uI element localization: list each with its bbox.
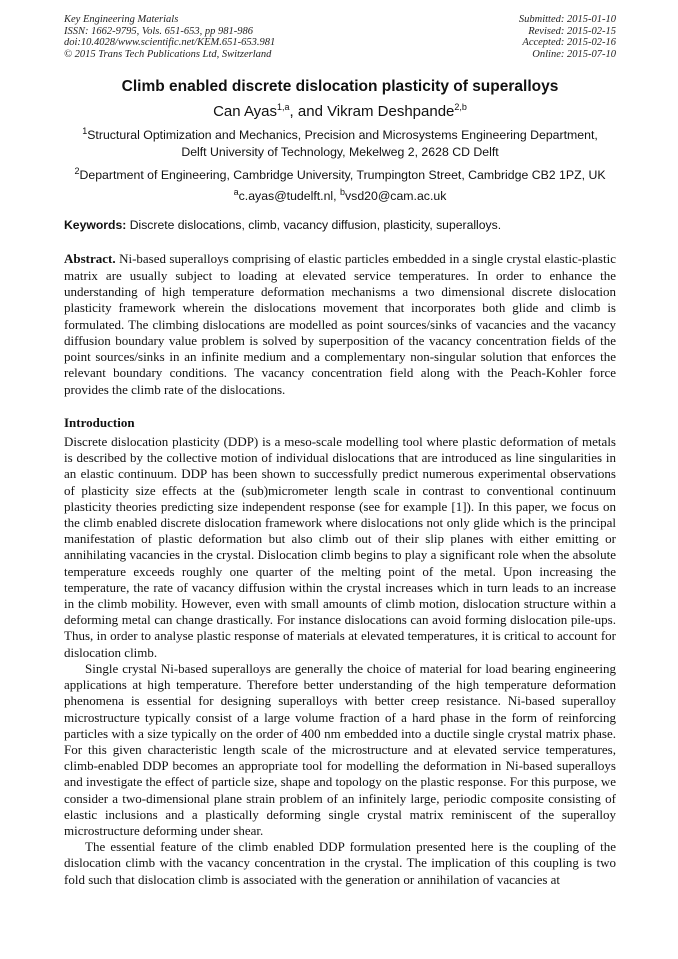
journal-masthead — [64, 14, 616, 60]
abstract-text: Ni-based superalloys comprising of elastic particles embedded in a single crystal elastic-plastic matrix are usually subject to loading at elevated service temperatures. In order to enhance the understanding of high temperature deformation mechanisms a two dimensional discrete dislocation plasticity framework wherein the dislocations movement that incorporates both glide and climb is formulated. The climbing dislocations are modelled as point sources/sinks of vacancies and the vacancy diffusion boundary value problem is solved by superposition of the vacancy concentration fields of the point sources/sinks in an infinite medium and a complementary non-singular solution that enforces the relevant boundary conditions. The vacancy concentration field along with the Peach-Kohler force provides the climb rate of the dislocations. — [64, 251, 616, 397]
affiliation-2 — [64, 167, 616, 184]
affiliation-text: Delft University of Technology, Mekelweg 2, 2628 CD Delft — [181, 145, 499, 160]
paragraph: Single crystal Ni-based superalloys are generally the choice of material for load bearing engineering applications at high temperature. Therefore better understanding of the high temperature deformation phenomena is essential for designing superalloys with better creep resistance. Ni-based superalloy microstructure typically consist of a large volume fraction of a hard phase in the form of reinforcing particles with a size typically on the order of 400 nm embedded into a ductile single crystal matrix phase. For this given characteristic length scale of the microstructure and at elevated service temperatures, climb-enabled DDP becomes an appropriate tool for modelling the deformation in Ni-based superalloys and investigate the effect of particle size, shape and topology on the plastic response. For this purpose, we consider a two-dimensional plane strain problem of an infinitely large, periodic composite consisting of elastic inclusions and a plastically deforming single crystal matrix reminiscent of the superalloy microstructure deforming under shear. — [64, 660, 616, 838]
journal-issn: ISSN: 1662-9795, Vols. 651-653, pp 981-986 — [64, 25, 253, 37]
date-accepted: Accepted: 2015-02-16 — [522, 37, 616, 49]
author-list — [64, 103, 616, 121]
journal-info — [64, 14, 275, 60]
keywords-label: Keywords: — [64, 218, 127, 233]
journal-doi[interactable]: doi:10.4028/www.scientific.net/KEM.651-653.981 — [64, 37, 276, 49]
date-revised: Revised: 2015-02-15 — [528, 25, 616, 37]
abstract-label: Abstract. — [64, 251, 116, 267]
introduction-body — [64, 434, 616, 888]
paragraph: Discrete dislocation plasticity (DDP) is a meso-scale modelling tool where plastic deformation of metals is described by the collective motion of individual dislocations that are introduced as line singularities in an elastic continuum. DDP has been shown to successfully predict numerous experimental observations of plasticity size effects at the (sub)micrometer length scale in contrast to conventional continuum plasticity theories predicting size independent response (see for example [1]). In this paper, we focus on the climb enabled discrete dislocation framework where dislocations not only glide which is the principal manifestation of plastic deformation but also climb out of their slip planes with either emitting or annihilating vacancies in the crystal. Dislocation climb begins to play a significant role when the absolute temperature exceeds roughly one quarter of the melting point of the metal. Upon increasing the temperature, the rate of vacancy diffusion within the crystal increases which in turn leads to an increase in the climb mobility. However, even with small amounts of climb motion, dislocation structure within a deforming metal can change drastically. For instance dislocations can avoid forming dislocation pile-ups. Thus, in order to analyse plastic response of materials at elevated temperatures, it is critical to account for dislocation climb. — [64, 434, 616, 660]
paper-title: Climb enabled discrete dislocation plasticity of superalloys — [121, 78, 559, 96]
author-superscript: 1,a — [277, 102, 290, 113]
journal-name: Key Engineering Materials — [64, 14, 179, 25]
affiliation-1 — [64, 127, 616, 161]
section-heading-introduction: Introduction — [64, 415, 135, 431]
author-emails — [64, 188, 616, 205]
affiliation-marker: 2 — [74, 166, 80, 177]
date-submitted: Submitted: 2015-01-10 — [518, 14, 616, 25]
date-online: Online: 2015-07-10 — [532, 48, 616, 60]
author-name: Vikram Deshpande — [327, 103, 455, 121]
email-link[interactable]: c.ayas@tudelft.nl, — [238, 189, 340, 204]
email-marker: b — [340, 187, 346, 198]
publication-dates — [519, 14, 616, 60]
author-name: Can Ayas — [213, 103, 278, 121]
author-superscript: 2,b — [454, 102, 467, 113]
email-link[interactable]: vsd20@cam.ac.uk — [345, 189, 447, 204]
paragraph: The essential feature of the climb enabled DDP formulation presented here is the coupling of the dislocation climb with the vacancy concentration in the crystal. The implication of this coupling is two fold such that dislocation climb is associated with the generation or annihilation of vacancies at — [64, 839, 616, 887]
journal-copyright: © 2015 Trans Tech Publications Ltd, Switzerland — [64, 48, 272, 60]
affiliation-text: Structural Optimization and Mechanics, Precision and Microsystems Engineering Department, — [87, 128, 598, 143]
affiliation-text: Department of Engineering, Cambridge University, Trumpington Street, Cambridge CB2 1PZ, UK — [79, 168, 606, 183]
abstract — [64, 251, 616, 398]
keywords-text: Discrete dislocations, climb, vacancy diffusion, plasticity, superalloys. — [126, 218, 502, 233]
affiliation-marker: 1 — [82, 126, 88, 137]
keywords — [64, 217, 616, 233]
author-separator: , and — [289, 103, 328, 121]
email-marker: a — [233, 187, 239, 198]
